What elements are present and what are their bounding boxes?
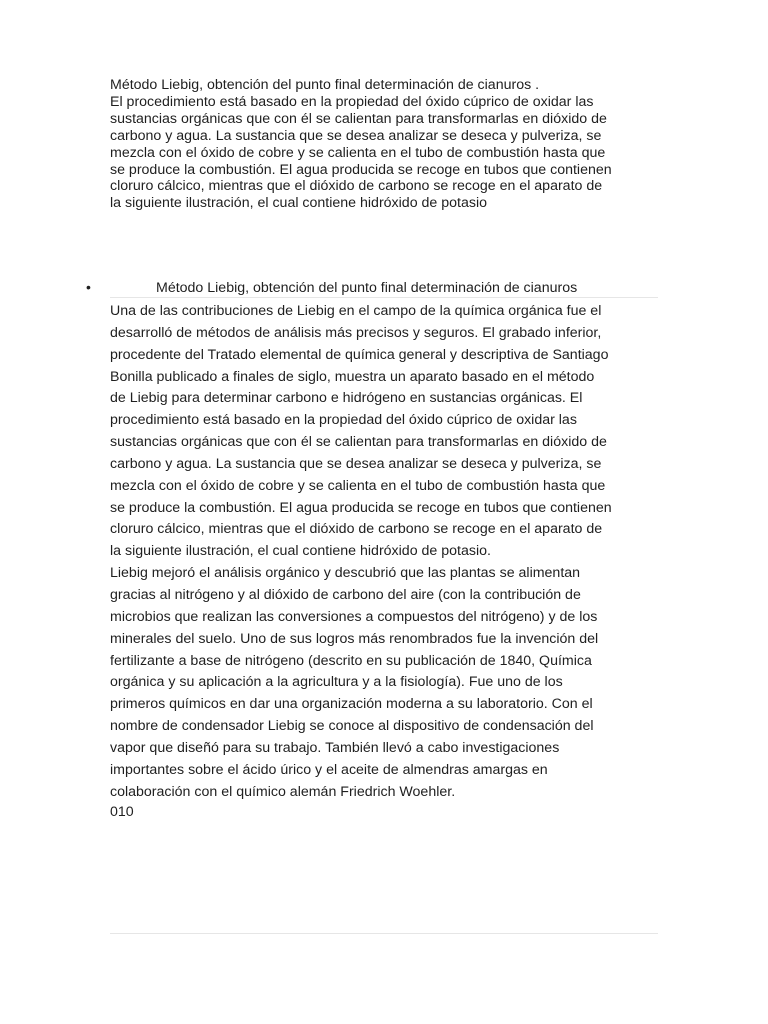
body-line: cloruro cálcico, mientras que el dióxido de carbono se recoge en el aparato de <box>110 521 603 538</box>
body-line: minerales del suelo. Uno de sus logros más renombrados fue la invención del <box>110 630 599 647</box>
body-line: carbono y agua. La sustancia que se desea analizar se deseca y pulveriza, se <box>110 455 602 472</box>
bullet-heading-row <box>0 278 768 298</box>
intro-line: El procedimiento está basado en la propiedad del óxido cúprico de oxidar las <box>110 93 594 110</box>
body-line: orgánica y su aplicación a la agricultura y a la fisiología). Fue uno de los <box>110 674 563 691</box>
body-line: mezcla con el óxido de cobre y se calienta en el tubo de combustión hasta que <box>110 477 606 494</box>
body-line: importantes sobre el ácido úrico y el aceite de almendras amargas en <box>110 761 548 778</box>
bullet-icon: • <box>86 279 91 295</box>
body-line: la siguiente ilustración, el cual contiene hidróxido de potasio. <box>110 543 491 560</box>
intro-line: cloruro cálcico, mientras que el dióxido de carbono se recoge en el aparato de <box>110 178 603 195</box>
body-line: de Liebig para determinar carbono e hidrógeno en sustancias orgánicas. El <box>110 390 583 407</box>
body-line: gracias al nitrógeno y al dióxido de carbono del aire (con la contribución de <box>110 586 581 603</box>
intro-line: mezcla con el óxido de cobre y se calienta en el tubo de combustión hasta que <box>110 144 606 161</box>
intro-line: carbono y agua. La sustancia que se desea analizar se deseca y pulveriza, se <box>110 127 602 144</box>
body-line: desarrolló de métodos de análisis más precisos y seguros. El grabado inferior, <box>110 324 602 341</box>
body-line: colaboración con el químico alemán Friedrich Woehler. <box>110 783 456 800</box>
divider-bottom <box>110 933 658 934</box>
body-line: Bonilla publicado a finales de siglo, muestra un aparato basado en el método <box>110 368 595 385</box>
body-line: primeros químicos en dar una organización moderna a su laboratorio. Con el <box>110 696 593 713</box>
body-line: Liebig mejoró el análisis orgánico y descubrió que las plantas se alimentan <box>110 565 581 582</box>
body-section <box>110 301 670 803</box>
intro-section <box>110 77 670 212</box>
body-line: procedente del Tratado elemental de química general y descriptiva de Santiago <box>110 346 609 363</box>
page-number: 010 <box>110 804 134 820</box>
body-line: procedimiento está basado en la propiedad del óxido cúprico de oxidar las <box>110 412 577 429</box>
body-line: vapor que diseñó para su trabajo. También llevó a cabo investigaciones <box>110 739 560 756</box>
body-line: microbios que realizan las conversiones a compuestos del nitrógeno) y de los <box>110 608 598 625</box>
intro-line: la siguiente ilustración, el cual contiene hidróxido de potasio <box>110 195 487 212</box>
divider <box>110 297 658 298</box>
body-line: Una de las contribuciones de Liebig en el campo de la química orgánica fue el <box>110 303 602 319</box>
body-line: fertilizante a base de nitrógeno (descrito en su publicación de 1840, Química <box>110 652 592 669</box>
body-line: nombre de condensador Liebig se conoce al dispositivo de condensación del <box>110 718 594 735</box>
intro-line: se produce la combustión. El agua producida se recoge en tubos que contienen <box>110 161 612 178</box>
body-line: sustancias orgánicas que con él se calientan para transformarlas en dióxido de <box>110 434 607 451</box>
intro-title: Método Liebig, obtención del punto final determinación de cianuros . <box>110 77 540 93</box>
body-line: se produce la combustión. El agua producida se recoge en tubos que contienen <box>110 499 612 516</box>
intro-line: sustancias orgánicas que con él se calientan para transformarlas en dióxido de <box>110 110 607 127</box>
section-heading: Método Liebig, obtención del punto final determinación de cianuros <box>156 280 578 296</box>
